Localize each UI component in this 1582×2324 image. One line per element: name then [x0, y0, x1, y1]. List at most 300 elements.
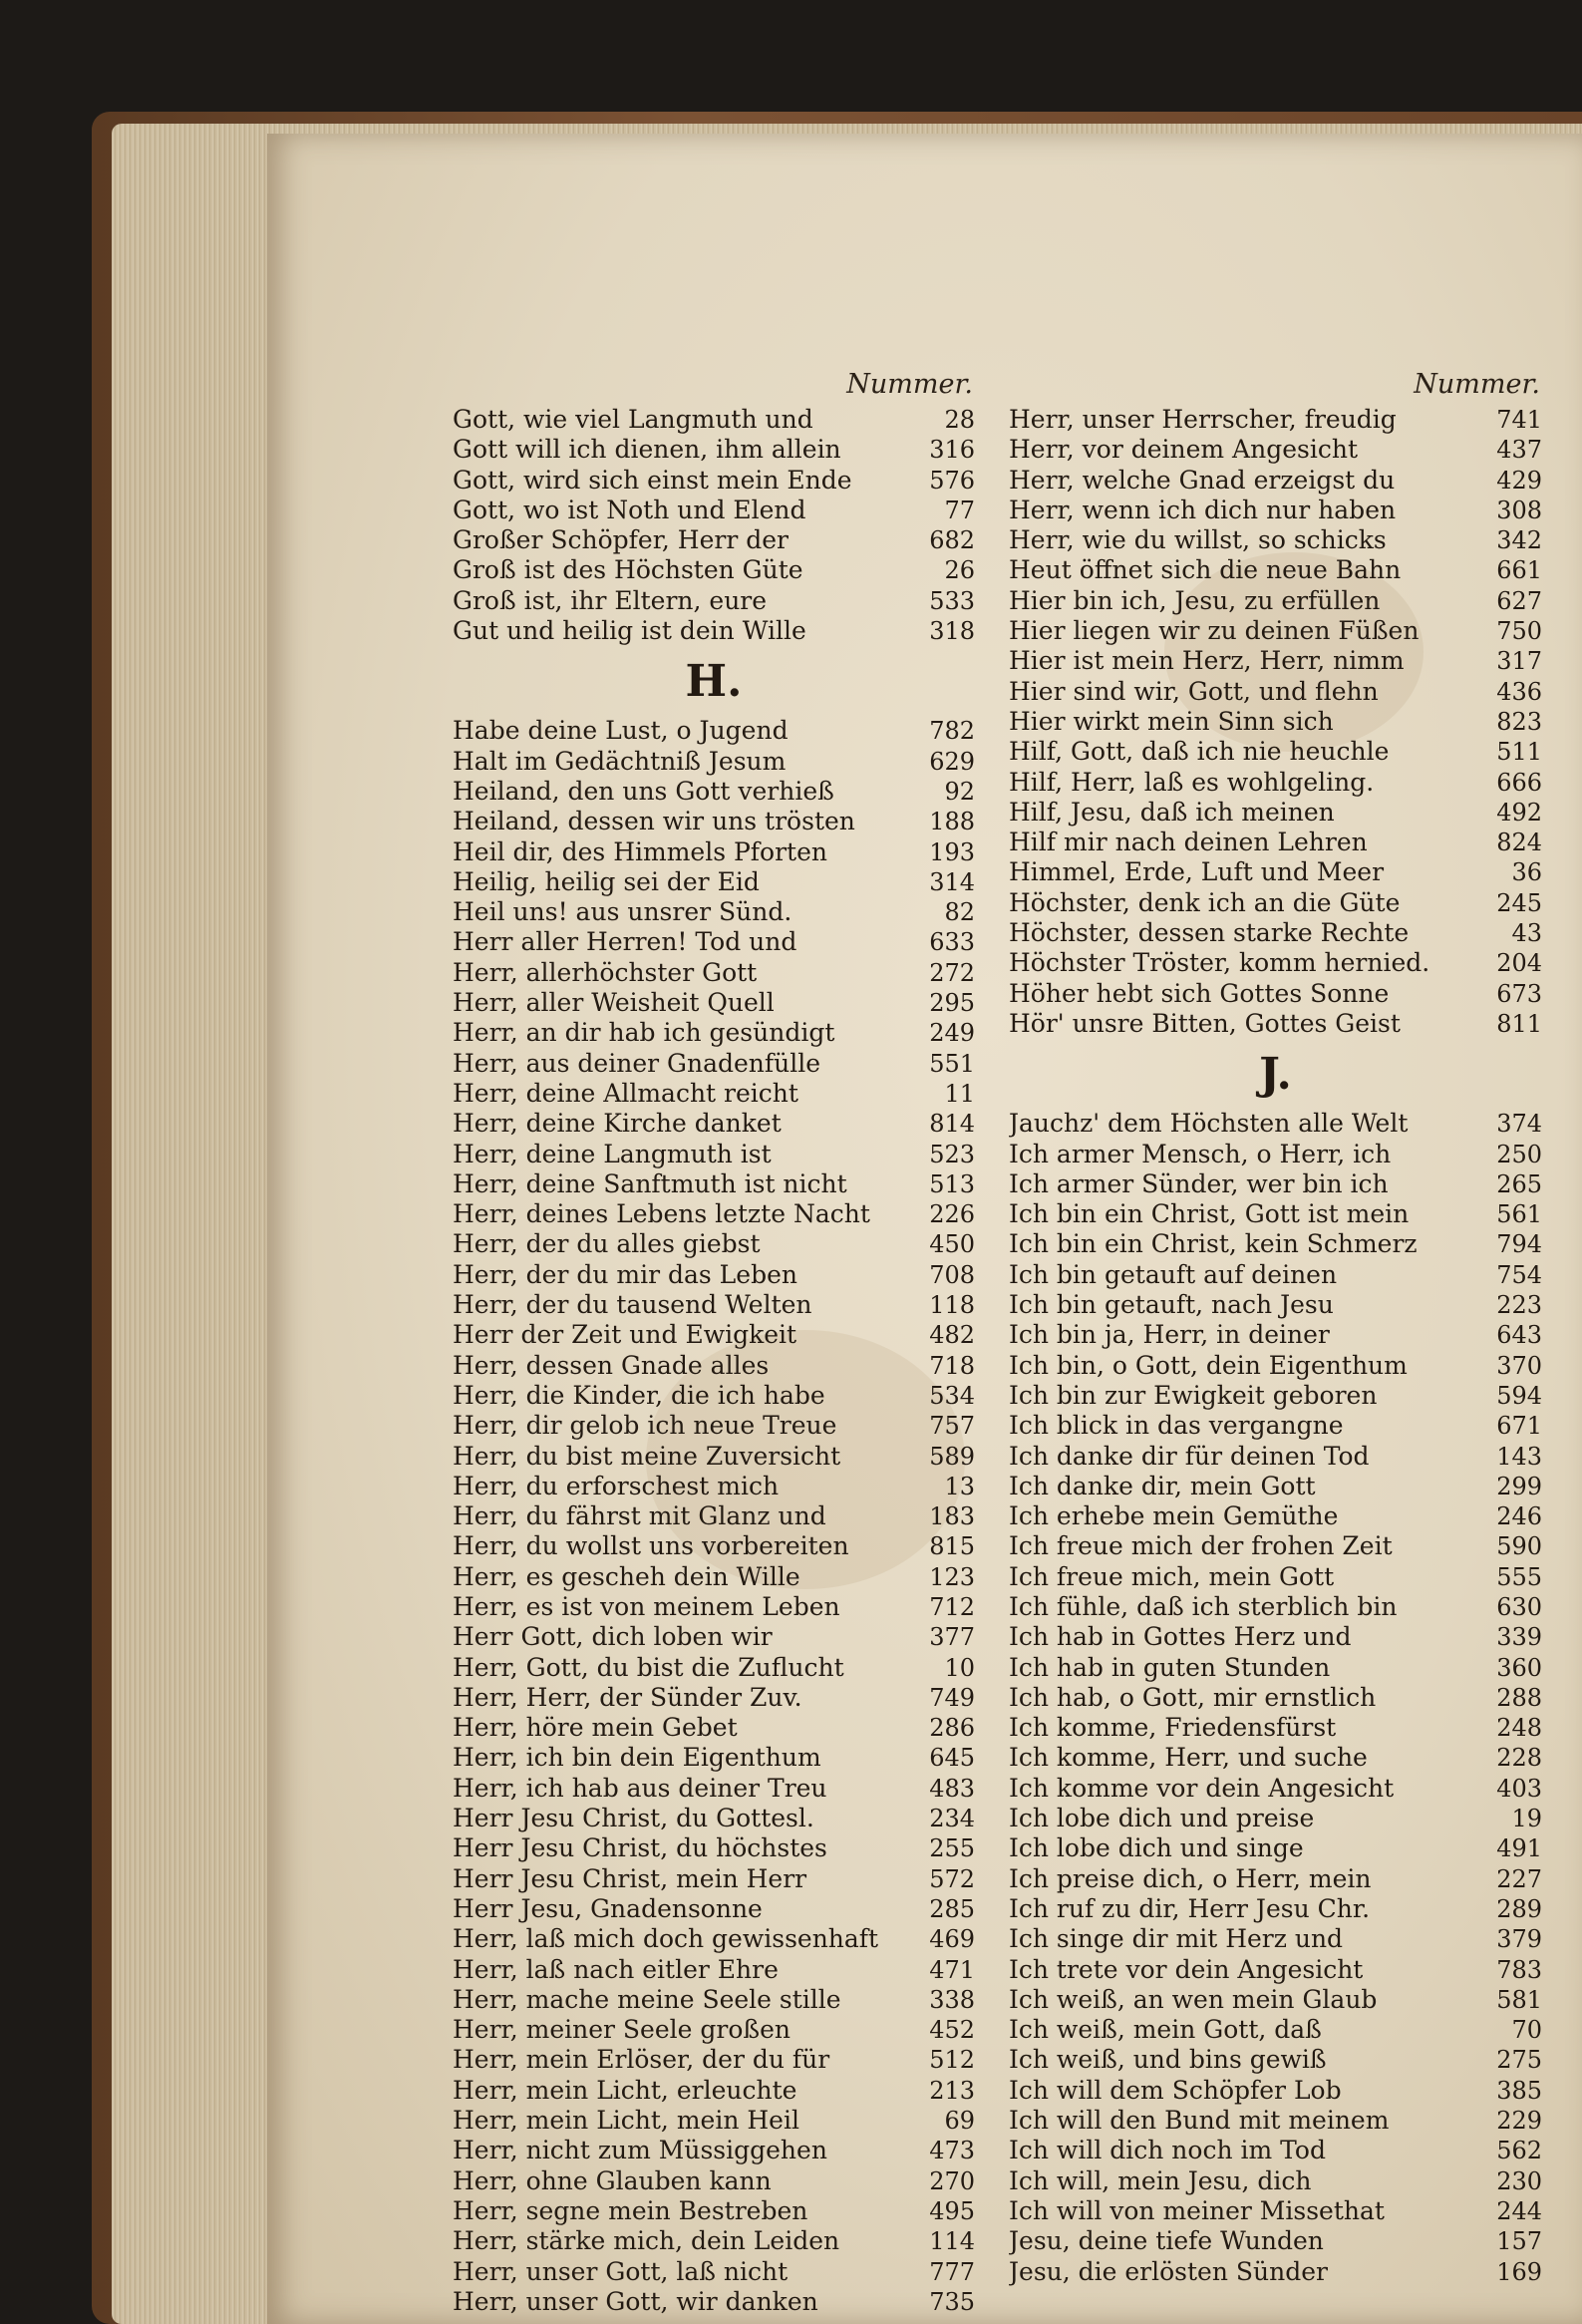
entry-title: Gott, wo ist Noth und Elend: [453, 495, 806, 524]
entry-title: Heut öffnet sich die neue Bahn: [1009, 555, 1402, 585]
entry-title: Hilf, Jesu, daß ich meinen: [1009, 797, 1335, 827]
entry-number: 295: [929, 989, 975, 1018]
entry-number: 511: [1496, 738, 1542, 767]
index-entry: [453, 2076, 975, 2106]
entry-title: Herr, unser Herrscher, freudig: [1009, 405, 1397, 434]
entry-number: 286: [929, 1714, 975, 1743]
entry-number: 13: [944, 1472, 975, 1500]
entry-title: Herr, laß mich doch gewissenhaft: [453, 1924, 879, 1954]
entry-title: Herr, an dir hab ich gesündigt: [453, 1018, 835, 1048]
entry-title: Ich freue mich, mein Gott: [1009, 1561, 1335, 1591]
entry-number: 782: [929, 717, 975, 746]
index-entry: [453, 2106, 975, 2136]
entry-title: Heil uns! aus unsrer Sünd.: [453, 897, 792, 927]
index-entry: [1009, 405, 1542, 435]
entry-title: Herr, unser Gott, wir danken: [453, 2286, 818, 2316]
entry-number: 114: [929, 2227, 975, 2256]
entry-number: 673: [1496, 979, 1542, 1008]
index-entry: [453, 1985, 975, 2015]
entry-number: 777: [929, 2257, 975, 2286]
entry-number: 482: [929, 1321, 975, 1350]
entry-title: Ich bin getauft auf deinen: [1009, 1259, 1338, 1289]
entry-number: 123: [929, 1562, 975, 1591]
entry-title: Herr der Zeit und Ewigkeit: [453, 1320, 797, 1350]
entry-title: Ich will, mein Jesu, dich: [1009, 2165, 1312, 2195]
entry-title: Gott, wie viel Langmuth und: [453, 405, 813, 434]
entry-number: 718: [929, 1351, 975, 1380]
index-entry: [453, 1442, 975, 1472]
entry-number: 666: [1496, 768, 1542, 797]
entry-number: 272: [929, 958, 975, 987]
entry-title: Herr, Gott, du bist die Zuflucht: [453, 1652, 844, 1682]
index-entry: [1009, 1169, 1542, 1199]
index-entry: [453, 1864, 975, 1894]
entry-number: 69: [944, 2107, 975, 2136]
entry-number: 318: [929, 617, 975, 646]
index-entry: [453, 1713, 975, 1743]
index-entry: [453, 1774, 975, 1804]
entry-title: Herr, dessen Gnade alles: [453, 1350, 770, 1380]
index-entry: [1009, 1199, 1542, 1229]
index-entry: [453, 1683, 975, 1713]
entry-number: 314: [929, 867, 975, 896]
entry-number: 228: [1496, 1744, 1542, 1773]
entry-number: 10: [944, 1653, 975, 1682]
entry-number: 643: [1496, 1321, 1542, 1350]
index-entry: [453, 1833, 975, 1863]
index-entry: [1009, 1472, 1542, 1501]
entry-title: Ich lobe dich und preise: [1009, 1804, 1315, 1833]
entry-number: 436: [1496, 677, 1542, 706]
entry-number: 229: [1496, 2107, 1542, 2136]
index-entry: [1009, 1985, 1542, 2015]
entry-title: Groß ist des Höchsten Güte: [453, 555, 803, 585]
entry-number: 308: [1496, 496, 1542, 524]
entry-title: Ich hab in guten Stunden: [1009, 1652, 1331, 1682]
entry-number: 245: [1496, 888, 1542, 917]
entry-number: 82: [944, 898, 975, 927]
index-entry: [453, 1924, 975, 1954]
index-entry: [1009, 1592, 1542, 1622]
index-entry: [1009, 1381, 1542, 1411]
entry-title: Ich will den Bund mit meinem: [1009, 2106, 1390, 2136]
index-entry: [453, 1381, 975, 1411]
entry-number: 594: [1496, 1381, 1542, 1410]
entry-number: 342: [1496, 526, 1542, 555]
entry-title: Hilf, Herr, laß es wohlgeling.: [1009, 767, 1375, 797]
index-entry: [1009, 1229, 1542, 1259]
entry-title: Ich weiß, an wen mein Glaub: [1009, 1984, 1378, 2014]
entry-number: 561: [1496, 1200, 1542, 1229]
entry-title: Höchster, dessen starke Rechte: [1009, 918, 1410, 948]
index-entry: [1009, 798, 1542, 828]
index-entry: [453, 2226, 975, 2256]
entry-title: Ich ruf zu dir, Herr Jesu Chr.: [1009, 1893, 1371, 1923]
entry-number: 28: [944, 406, 975, 434]
index-entry: [1009, 1713, 1542, 1743]
entry-number: 11: [944, 1079, 975, 1108]
entry-number: 250: [1496, 1140, 1542, 1168]
entry-number: 370: [1496, 1351, 1542, 1380]
index-entry: [1009, 1442, 1542, 1472]
entry-number: 590: [1496, 1532, 1542, 1561]
entry-title: Ich danke dir, mein Gott: [1009, 1471, 1316, 1500]
index-entry: [453, 586, 975, 616]
index-entry: [453, 1622, 975, 1652]
entry-number: 533: [929, 586, 975, 615]
entry-title: Gott will ich dienen, ihm allein: [453, 435, 841, 465]
entry-title: Herr, stärke mich, dein Leiden: [453, 2226, 840, 2256]
entry-number: 226: [929, 1200, 975, 1229]
entry-title: Herr, segne mein Bestreben: [453, 2195, 808, 2225]
entry-title: Ich lobe dich und singe: [1009, 1833, 1304, 1863]
index-entry: [1009, 646, 1542, 676]
index-entry: [1009, 1774, 1542, 1804]
index-entry: [1009, 2196, 1542, 2226]
entry-number: 735: [929, 2287, 975, 2316]
entry-title: Herr, aller Weisheit Quell: [453, 988, 775, 1018]
entry-number: 757: [929, 1412, 975, 1441]
index-entry: [1009, 918, 1542, 948]
entry-number: 213: [929, 2076, 975, 2105]
entry-number: 749: [929, 1683, 975, 1712]
index-entry: [1009, 586, 1542, 616]
entry-number: 814: [929, 1110, 975, 1139]
entry-number: 157: [1496, 2227, 1542, 2256]
entry-number: 645: [929, 1744, 975, 1773]
entry-title: Gut und heilig ist dein Wille: [453, 616, 806, 646]
entry-number: 512: [929, 2046, 975, 2075]
entry-number: 671: [1496, 1412, 1542, 1441]
entry-title: Hier bin ich, Jesu, zu erfüllen: [1009, 585, 1381, 615]
index-entry: [453, 747, 975, 777]
entry-number: 523: [929, 1140, 975, 1168]
index-entry: [1009, 737, 1542, 767]
index-entry: [453, 716, 975, 746]
section-letter-h: H.: [685, 656, 743, 708]
entry-title: Herr, die Kinder, die ich habe: [453, 1380, 825, 1410]
entry-number: 360: [1496, 1653, 1542, 1682]
entry-title: Herr, der du alles giebst: [453, 1229, 761, 1259]
entry-number: 249: [929, 1019, 975, 1048]
index-entry: [453, 1140, 975, 1169]
entry-title: Herr, der du tausend Welten: [453, 1290, 812, 1320]
book-page: [267, 134, 1582, 2324]
index-entry: [453, 2136, 975, 2165]
entry-number: 270: [929, 2166, 975, 2195]
index-entry: [453, 2196, 975, 2226]
index-entry: [1009, 1833, 1542, 1863]
entry-title: Ich armer Mensch, o Herr, ich: [1009, 1139, 1392, 1168]
entry-title: Herr, wie du willst, so schicks: [1009, 525, 1387, 555]
index-entry: [1009, 2166, 1542, 2196]
entry-title: Herr Jesu Christ, du höchstes: [453, 1833, 827, 1863]
entry-number: 551: [929, 1049, 975, 1078]
entry-number: 289: [1496, 1894, 1542, 1923]
entry-number: 288: [1496, 1683, 1542, 1712]
index-entry: [1009, 1683, 1542, 1713]
entry-title: Jesu, die erlösten Sünder: [1009, 2256, 1328, 2286]
index-entry: [1009, 1531, 1542, 1561]
index-entry: [1009, 1351, 1542, 1381]
entry-number: 188: [929, 808, 975, 836]
entry-number: 92: [944, 777, 975, 806]
index-entry: [1009, 1653, 1542, 1683]
number-header: Nummer.: [1414, 369, 1540, 400]
index-entry: [453, 2257, 975, 2287]
entry-number: 230: [1496, 2166, 1542, 2195]
entry-title: Heiland, dessen wir uns trösten: [453, 807, 855, 836]
entry-number: 471: [929, 1955, 975, 1984]
entry-title: Ich bin getauft, nach Jesu: [1009, 1290, 1334, 1320]
entry-number: 223: [1496, 1291, 1542, 1320]
index-entry: [1009, 616, 1542, 646]
entry-number: 316: [929, 436, 975, 465]
entry-title: Ich trete vor dein Angesicht: [1009, 1954, 1364, 1984]
entry-number: 682: [929, 526, 975, 555]
entry-number: 794: [1496, 1230, 1542, 1259]
index-entry: [453, 1351, 975, 1381]
entry-title: Herr, du erforschest mich: [453, 1471, 780, 1500]
index-entry: [453, 1955, 975, 1985]
index-entry: [1009, 2257, 1542, 2287]
entry-title: Höchster, denk ich an die Güte: [1009, 887, 1401, 917]
index-entry: [1009, 2226, 1542, 2256]
entry-number: 275: [1496, 2046, 1542, 2075]
entry-title: Jauchz' dem Höchsten alle Welt: [1009, 1109, 1409, 1139]
index-entry: [453, 2166, 975, 2196]
entry-title: Herr Jesu Christ, mein Herr: [453, 1863, 807, 1893]
entry-title: Heil dir, des Himmels Pforten: [453, 836, 828, 866]
entry-title: Heilig, heilig sei der Eid: [453, 866, 760, 896]
entry-number: 377: [929, 1623, 975, 1652]
entry-number: 811: [1496, 1009, 1542, 1038]
index-entry: [453, 988, 975, 1018]
index-entry: [453, 1018, 975, 1048]
entry-number: 661: [1496, 556, 1542, 585]
entry-title: Herr, es gescheh dein Wille: [453, 1561, 800, 1591]
index-entry: [1009, 1743, 1542, 1773]
entry-number: 43: [1511, 919, 1542, 948]
entry-number: 118: [929, 1291, 975, 1320]
entry-title: Herr, deine Kirche danket: [453, 1109, 782, 1139]
index-entry: [453, 807, 975, 836]
entry-title: Ich bin zur Ewigkeit geboren: [1009, 1380, 1378, 1410]
entry-title: Herr, unser Gott, laß nicht: [453, 2256, 789, 2286]
entry-number: 581: [1496, 1985, 1542, 2014]
entry-number: 227: [1496, 1864, 1542, 1893]
index-entry: [453, 525, 975, 555]
entry-number: 473: [929, 2137, 975, 2165]
index-entry: [453, 1260, 975, 1290]
index-entry: [1009, 768, 1542, 798]
index-entry: [453, 1894, 975, 1924]
entry-title: Herr, meiner Seele großen: [453, 2015, 791, 2045]
index-entry: [1009, 1411, 1542, 1441]
index-entry: [453, 1531, 975, 1561]
entry-number: 143: [1496, 1442, 1542, 1471]
entry-number: 633: [929, 928, 975, 957]
entry-title: Herr, ich bin dein Eigenthum: [453, 1743, 821, 1773]
entry-title: Herr, Herr, der Sünder Zuv.: [453, 1682, 802, 1712]
index-entry: [453, 1169, 975, 1199]
entry-number: 754: [1496, 1260, 1542, 1289]
entry-title: Hier ist mein Herz, Herr, nimm: [1009, 646, 1405, 676]
entry-number: 534: [929, 1381, 975, 1410]
entry-title: Ich will dem Schöpfer Lob: [1009, 2075, 1342, 2105]
entry-number: 712: [929, 1592, 975, 1621]
index-entry: [453, 1320, 975, 1350]
entry-title: Herr, dir gelob ich neue Treue: [453, 1411, 837, 1441]
entry-title: Großer Schöpfer, Herr der: [453, 525, 789, 555]
entry-title: Herr, ich hab aus deiner Treu: [453, 1773, 827, 1803]
index-entry: [1009, 1955, 1542, 1985]
entry-title: Ich preise dich, o Herr, mein: [1009, 1863, 1372, 1893]
entry-number: 183: [929, 1502, 975, 1531]
entry-number: 437: [1496, 436, 1542, 465]
entry-title: Hier wirkt mein Sinn sich: [1009, 706, 1334, 736]
entry-number: 741: [1496, 406, 1542, 434]
section-letter-j: J.: [1259, 1049, 1292, 1101]
entry-title: Herr, deine Sanftmuth ist nicht: [453, 1168, 847, 1198]
entry-number: 572: [929, 1864, 975, 1893]
index-entry: [453, 777, 975, 807]
entry-title: Halt im Gedächtniß Jesum: [453, 746, 787, 776]
entry-title: Ich weiß, und bins gewiß: [1009, 2045, 1327, 2075]
index-entry: [1009, 979, 1542, 1009]
index-entry: [453, 837, 975, 867]
entry-title: Ich hab in Gottes Herz und: [1009, 1622, 1352, 1652]
entry-title: Herr, du bist meine Zuversicht: [453, 1441, 841, 1471]
entry-number: 492: [1496, 798, 1542, 827]
index-entry: [1009, 2015, 1542, 2045]
entry-number: 385: [1496, 2076, 1542, 2105]
index-entry: [1009, 555, 1542, 585]
entry-title: Herr, deine Langmuth ist: [453, 1139, 772, 1168]
entry-number: 576: [929, 466, 975, 495]
index-entry: [453, 616, 975, 646]
entry-title: Hier liegen wir zu deinen Füßen: [1009, 616, 1420, 646]
entry-title: Herr, du fährst mit Glanz und: [453, 1501, 826, 1531]
entry-title: Ich bin ja, Herr, in deiner: [1009, 1320, 1330, 1350]
entry-number: 204: [1496, 949, 1542, 978]
index-entry: [1009, 1894, 1542, 1924]
entry-number: 77: [944, 496, 975, 524]
entry-number: 627: [1496, 586, 1542, 615]
entry-title: Gott, wird sich einst mein Ende: [453, 465, 852, 495]
index-entry: [453, 555, 975, 585]
index-entry: [453, 1501, 975, 1531]
entry-number: 36: [1511, 858, 1542, 887]
index-entry: [453, 1562, 975, 1592]
entry-number: 70: [1511, 2016, 1542, 2045]
entry-number: 265: [1496, 1169, 1542, 1198]
index-entry: [453, 496, 975, 525]
entry-number: 452: [929, 2016, 975, 2045]
index-entry: [453, 435, 975, 465]
entry-title: Jesu, deine tiefe Wunden: [1009, 2226, 1324, 2256]
entry-title: Hier sind wir, Gott, und flehn: [1009, 676, 1379, 706]
entry-title: Herr, nicht zum Müssiggehen: [453, 2136, 827, 2165]
index-entry: [1009, 2045, 1542, 2075]
entry-title: Herr, aus deiner Gnadenfülle: [453, 1048, 821, 1078]
index-entry: [1009, 1622, 1542, 1652]
index-entry: [1009, 435, 1542, 465]
index-entry: [453, 466, 975, 496]
index-entry: [453, 1472, 975, 1501]
entry-number: 169: [1496, 2257, 1542, 2286]
entry-number: 491: [1496, 1834, 1542, 1863]
entry-title: Ich armer Sünder, wer bin ich: [1009, 1168, 1389, 1198]
entry-title: Habe deine Lust, o Jugend: [453, 716, 789, 746]
entry-title: Herr, allerhöchster Gott: [453, 957, 758, 987]
entry-number: 246: [1496, 1502, 1542, 1531]
entry-title: Herr, ohne Glauben kann: [453, 2165, 772, 2195]
index-list-h-continued: [1009, 405, 1542, 1039]
index-list-h: [453, 716, 975, 2317]
entry-title: Ich blick in das vergangne: [1009, 1411, 1344, 1441]
entry-number: 783: [1496, 1955, 1542, 1984]
entry-number: 824: [1496, 829, 1542, 857]
index-entry: [453, 927, 975, 957]
right-column: [1009, 365, 1542, 2287]
entry-title: Herr, mein Erlöser, der du für: [453, 2045, 830, 2075]
entry-title: Herr Jesu Christ, du Gottesl.: [453, 1804, 814, 1833]
entry-title: Höher hebt sich Gottes Sonne: [1009, 978, 1390, 1008]
index-entry: [453, 2045, 975, 2075]
entry-title: Hilf, Gott, daß ich nie heuchle: [1009, 737, 1390, 767]
entry-title: Herr, mein Licht, erleuchte: [453, 2075, 797, 2105]
entry-title: Hör' unsre Bitten, Gottes Geist: [1009, 1008, 1401, 1038]
index-entry: [453, 1411, 975, 1441]
entry-number: 589: [929, 1442, 975, 1471]
index-list-g: [453, 405, 975, 646]
index-entry: [1009, 1924, 1542, 1954]
index-entry: [453, 405, 975, 435]
entry-number: 483: [929, 1774, 975, 1803]
entry-number: 562: [1496, 2137, 1542, 2165]
entry-title: Himmel, Erde, Luft und Meer: [1009, 857, 1385, 887]
index-entry: [1009, 496, 1542, 525]
entry-title: Herr aller Herren! Tod und: [453, 927, 797, 957]
index-entry: [453, 958, 975, 988]
index-entry: [453, 867, 975, 897]
entry-number: 450: [929, 1230, 975, 1259]
entry-number: 26: [944, 556, 975, 585]
entry-title: Herr, deines Lebens letzte Nacht: [453, 1199, 870, 1229]
entry-title: Herr, mein Licht, mein Heil: [453, 2106, 799, 2136]
entry-number: 495: [929, 2196, 975, 2225]
index-entry: [1009, 1009, 1542, 1039]
number-header: Nummer.: [846, 369, 973, 400]
entry-title: Herr Gott, dich loben wir: [453, 1622, 773, 1652]
entry-number: 379: [1496, 1925, 1542, 1954]
entry-number: 338: [929, 1985, 975, 2014]
entry-title: Ich weiß, mein Gott, daß: [1009, 2015, 1322, 2045]
index-entry: [1009, 466, 1542, 496]
index-entry: [1009, 948, 1542, 978]
entry-title: Herr, höre mein Gebet: [453, 1713, 738, 1743]
entry-number: 630: [1496, 1592, 1542, 1621]
entry-title: Herr, mache meine Seele stille: [453, 1984, 841, 2014]
entry-number: 374: [1496, 1110, 1542, 1139]
index-entry: [1009, 1562, 1542, 1592]
left-column: [453, 365, 975, 2317]
entry-number: 750: [1496, 617, 1542, 646]
entry-number: 19: [1511, 1805, 1542, 1833]
entry-title: Groß ist, ihr Eltern, eure: [453, 585, 768, 615]
index-entry: [453, 1109, 975, 1139]
